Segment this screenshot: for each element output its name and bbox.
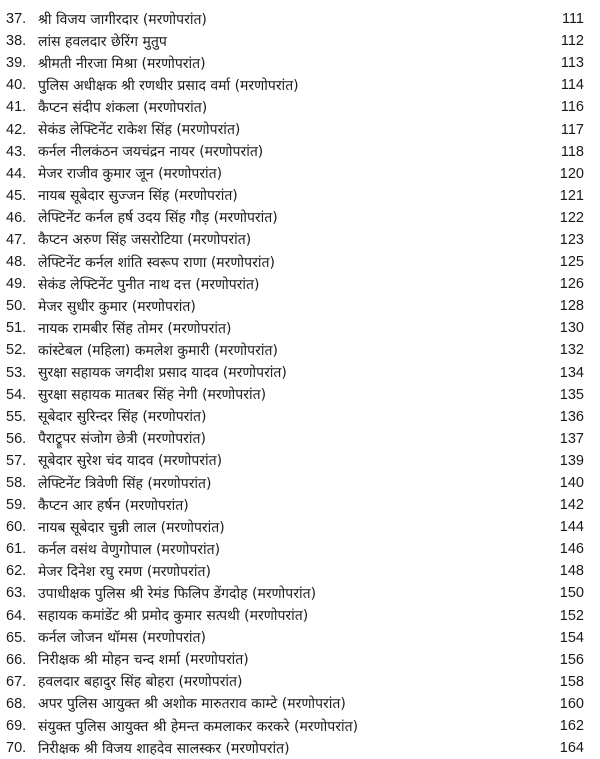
entry-number: 54. bbox=[6, 386, 27, 403]
contents-entry bbox=[0, 8, 600, 30]
entry-title: नायक रामबीर सिंह तोमर (मरणोपरांत) bbox=[38, 320, 232, 337]
contents-entry bbox=[0, 649, 600, 671]
contents-entry bbox=[0, 251, 600, 273]
entry-page-number: 154 bbox=[559, 629, 584, 646]
entry-page-number: 130 bbox=[559, 320, 584, 337]
entry-number: 42. bbox=[6, 121, 27, 138]
entry-title: सेकंड लेफ्टिनेंट राकेश सिंह (मरणोपरांत) bbox=[38, 122, 241, 139]
contents-entry bbox=[0, 472, 600, 494]
contents-entry bbox=[0, 693, 600, 715]
entry-number: 50. bbox=[6, 298, 27, 315]
entry-page-number: 156 bbox=[559, 651, 584, 668]
entry-page-number: 162 bbox=[559, 718, 584, 735]
entry-page-number: 121 bbox=[559, 187, 584, 204]
contents-entry bbox=[0, 428, 600, 450]
contents-entry bbox=[0, 516, 600, 538]
contents-entry bbox=[0, 207, 600, 229]
entry-title: कैप्टन आर हर्षन (मरणोपरांत) bbox=[38, 497, 189, 514]
entry-page-number: 146 bbox=[559, 541, 584, 558]
entry-page-number: 118 bbox=[560, 143, 584, 160]
entry-number: 60. bbox=[6, 519, 27, 536]
entry-number: 45. bbox=[6, 187, 27, 204]
entry-title: निरीक्षक श्री विजय शाहदेव सालस्कर (मरणोपरांत) bbox=[38, 740, 290, 757]
entry-page-number: 132 bbox=[559, 342, 584, 359]
entry-number: 53. bbox=[6, 364, 27, 381]
entry-title: सुरक्षा सहायक जगदीश प्रसाद यादव (मरणोपरांत) bbox=[38, 365, 287, 382]
entry-title: अपर पुलिस आयुक्त श्री अशोक मारुतराव काम्टे (मरणोपरांत) bbox=[38, 696, 346, 713]
contents-entry bbox=[0, 362, 600, 384]
entry-number: 44. bbox=[6, 165, 27, 182]
entry-page-number: 150 bbox=[559, 585, 584, 602]
contents-entry bbox=[0, 141, 600, 163]
contents-entry bbox=[0, 384, 600, 406]
entry-page-number: 152 bbox=[559, 607, 584, 624]
entry-page-number: 117 bbox=[560, 121, 584, 138]
contents-entry bbox=[0, 582, 600, 604]
entry-title: कर्नल जोजन थॉमस (मरणोपरांत) bbox=[38, 630, 206, 647]
entry-title: श्री विजय जागीरदार (मरणोपरांत) bbox=[38, 11, 207, 28]
entry-title: सूबेदार सुरेश चंद यादव (मरणोपरांत) bbox=[38, 453, 223, 470]
contents-entry bbox=[0, 737, 600, 759]
entry-number: 48. bbox=[6, 254, 27, 271]
entry-title: मेजर दिनेश रघु रमण (मरणोपरांत) bbox=[38, 563, 211, 580]
contents-entry bbox=[0, 30, 600, 52]
entry-page-number: 142 bbox=[559, 497, 584, 514]
entry-number: 65. bbox=[6, 629, 27, 646]
entry-page-number: 113 bbox=[560, 55, 584, 72]
entry-number: 68. bbox=[6, 695, 27, 712]
entry-page-number: 114 bbox=[560, 77, 584, 94]
entry-title: कांस्टेबल (महिला) कमलेश कुमारी (मरणोपरांत) bbox=[38, 342, 278, 359]
entry-title: निरीक्षक श्री मोहन चन्द शर्मा (मरणोपरांत) bbox=[38, 652, 249, 669]
entry-number: 61. bbox=[6, 541, 27, 558]
contents-entry bbox=[0, 715, 600, 737]
entry-page-number: 139 bbox=[559, 452, 584, 469]
entry-page-number: 122 bbox=[559, 209, 584, 226]
entry-page-number: 111 bbox=[561, 11, 584, 28]
contents-entry bbox=[0, 295, 600, 317]
contents-entry bbox=[0, 406, 600, 428]
entry-page-number: 120 bbox=[559, 165, 584, 182]
entry-page-number: 158 bbox=[559, 673, 584, 690]
entry-title: हवलदार बहादुर सिंह बोहरा (मरणोपरांत) bbox=[38, 674, 243, 691]
entry-number: 43. bbox=[6, 143, 27, 160]
contents-entry bbox=[0, 185, 600, 207]
entry-page-number: 125 bbox=[559, 254, 584, 271]
entry-page-number: 137 bbox=[559, 430, 584, 447]
entry-number: 58. bbox=[6, 475, 27, 492]
contents-entry bbox=[0, 450, 600, 472]
entry-title: मेजर सुधीर कुमार (मरणोपरांत) bbox=[38, 298, 196, 315]
contents-entry bbox=[0, 96, 600, 118]
entry-title: संयुक्त पुलिस आयुक्त श्री हेमन्त कमलाकर करकरे (मरणोपरांत) bbox=[38, 718, 359, 735]
entry-page-number: 116 bbox=[560, 99, 584, 116]
entry-page-number: 123 bbox=[559, 231, 584, 248]
entry-number: 52. bbox=[6, 342, 27, 359]
entry-title: लांस हवलदार छेरिंग मुतुप bbox=[38, 33, 167, 50]
entry-number: 63. bbox=[6, 585, 27, 602]
entry-number: 55. bbox=[6, 408, 27, 425]
contents-entry bbox=[0, 605, 600, 627]
entry-number: 59. bbox=[6, 497, 27, 514]
entry-number: 70. bbox=[6, 740, 27, 757]
entry-title: श्रीमती नीरजा मिश्रा (मरणोपरांत) bbox=[38, 55, 206, 72]
entry-title: लेफ्टिनेंट कर्नल शांति स्वरूप राणा (मरणोपरांत) bbox=[38, 254, 275, 271]
contents-entry bbox=[0, 627, 600, 649]
entry-page-number: 164 bbox=[559, 740, 584, 757]
entry-title: मेजर राजीव कुमार जून (मरणोपरांत) bbox=[38, 166, 223, 183]
entry-title: नायब सूबेदार चुन्नी लाल (मरणोपरांत) bbox=[38, 519, 225, 536]
entry-page-number: 148 bbox=[559, 563, 584, 580]
entry-number: 39. bbox=[6, 55, 27, 72]
entry-number: 47. bbox=[6, 231, 27, 248]
entry-title: सूबेदार सुरिन्दर सिंह (मरणोपरांत) bbox=[38, 409, 207, 426]
contents-entry bbox=[0, 671, 600, 693]
contents-entry bbox=[0, 74, 600, 96]
entry-page-number: 160 bbox=[559, 695, 584, 712]
entry-number: 40. bbox=[6, 77, 27, 94]
entry-number: 67. bbox=[6, 673, 27, 690]
entry-page-number: 140 bbox=[559, 475, 584, 492]
entry-number: 57. bbox=[6, 452, 27, 469]
entry-number: 66. bbox=[6, 651, 27, 668]
entry-title: पुलिस अधीक्षक श्री रणधीर प्रसाद वर्मा (मरणोपरांत) bbox=[38, 77, 299, 94]
entry-title: सहायक कमांडेंट श्री प्रमोद कुमार सत्पथी (मरणोपरांत) bbox=[38, 608, 309, 625]
entry-title: कर्नल नीलकंठन जयचंद्रन नायर (मरणोपरांत) bbox=[38, 144, 264, 161]
contents-entry bbox=[0, 52, 600, 74]
entry-page-number: 135 bbox=[559, 386, 584, 403]
entry-number: 49. bbox=[6, 276, 27, 293]
entry-page-number: 144 bbox=[559, 519, 584, 536]
entry-number: 37. bbox=[6, 11, 27, 28]
entry-number: 69. bbox=[6, 718, 27, 735]
entry-title: कैप्टन अरुण सिंह जसरोटिया (मरणोपरांत) bbox=[38, 232, 252, 249]
entry-number: 41. bbox=[6, 99, 27, 116]
contents-entry bbox=[0, 560, 600, 582]
contents-entry bbox=[0, 317, 600, 339]
entry-page-number: 134 bbox=[559, 364, 584, 381]
entry-title: उपाधीक्षक पुलिस श्री रेमंड फिलिप डेंगदोह (मरणोपरांत) bbox=[38, 585, 317, 602]
entry-page-number: 112 bbox=[560, 33, 584, 50]
entry-number: 38. bbox=[6, 33, 27, 50]
entry-number: 51. bbox=[6, 320, 27, 337]
entry-title: लेफ्टिनेंट कर्नल हर्ष उदय सिंह गौड़ (मरणोपरांत) bbox=[38, 210, 278, 227]
entry-title: सुरक्षा सहायक मातबर सिंह नेगी (मरणोपरांत) bbox=[38, 387, 267, 404]
contents-entry bbox=[0, 494, 600, 516]
entry-page-number: 128 bbox=[559, 298, 584, 315]
entry-number: 64. bbox=[6, 607, 27, 624]
entry-title: लेफ्टिनेंट त्रिवेणी सिंह (मरणोपरांत) bbox=[38, 475, 212, 492]
contents-entry bbox=[0, 163, 600, 185]
contents-entry bbox=[0, 273, 600, 295]
entry-page-number: 136 bbox=[559, 408, 584, 425]
contents-entry bbox=[0, 538, 600, 560]
entry-title: पैराट्रूपर संजोग छेत्री (मरणोपरांत) bbox=[38, 431, 206, 448]
entry-number: 46. bbox=[6, 209, 27, 226]
contents-entry bbox=[0, 118, 600, 140]
entry-number: 62. bbox=[6, 563, 27, 580]
contents-list bbox=[0, 8, 600, 759]
entry-number: 56. bbox=[6, 430, 27, 447]
entry-title: सेकंड लेफ्टिनेंट पुनीत नाथ दत्त (मरणोपरांत) bbox=[38, 276, 260, 293]
entry-title: कर्नल वसंथ वेणुगोपाल (मरणोपरांत) bbox=[38, 541, 221, 558]
contents-entry bbox=[0, 339, 600, 361]
contents-entry bbox=[0, 229, 600, 251]
entry-page-number: 126 bbox=[559, 276, 584, 293]
entry-title: नायब सूबेदार सुज्जन सिंह (मरणोपरांत) bbox=[38, 188, 238, 205]
entry-title: कैप्टन संदीप शंकला (मरणोपरांत) bbox=[38, 99, 208, 116]
